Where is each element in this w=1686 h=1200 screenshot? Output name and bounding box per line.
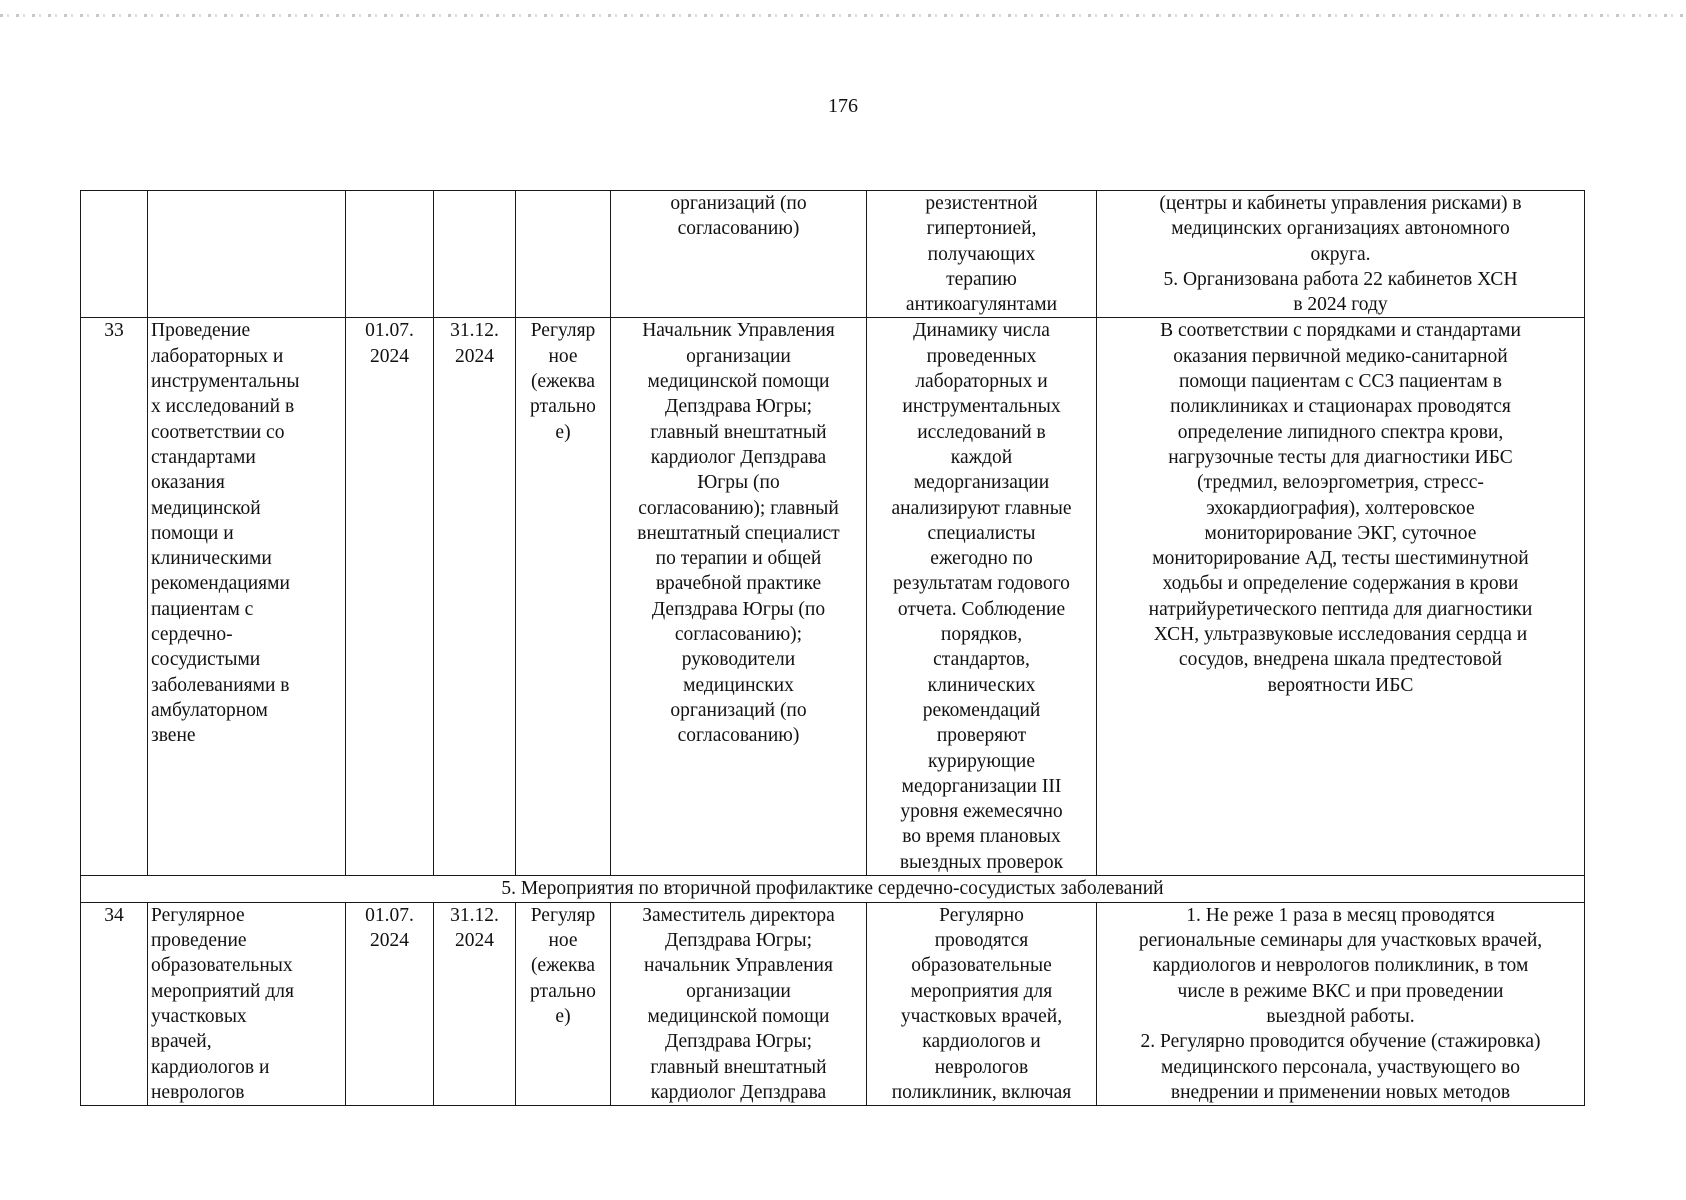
cell-executors	[611, 318, 867, 876]
frequency-text: Регуляр ное (ежеква ртально е)	[530, 320, 596, 443]
cell-frequency	[516, 318, 611, 876]
measure-name: Регулярное проведение образовательных мероприятий для участковых врачей, кардиологов и неврологов	[151, 904, 294, 1103]
indicator-text: Динамику числа проведенных лабораторных и инструментальных исследований в каждой медорганизации анализируют главные специалисты ежегодно по результатам годового отчета. Соблюдение порядков, стандартов, клинических рекомендаций проверяют курирующие медорганизации III уровня ежемесячно во время плановых выездных проверок	[891, 320, 1072, 873]
section-heading-row	[81, 876, 1585, 902]
cell-frequency	[516, 191, 611, 318]
cell-end	[434, 191, 516, 318]
result-text: 1. Не реже 1 раза в месяц проводятся региональные семинары для участковых врачей, кардиологов и неврологов поликлиник, в том числе в режиме ВКС и при проведении выездной работы. 2. Регулярно проводится обучение (стажировка) медицинского персонала, участвующего во внедрении и применении новых методов	[1138, 904, 1543, 1103]
section-heading: 5. Мероприятия по вторичной профилактике сердечно-сосудистых заболеваний	[81, 876, 1585, 902]
row-number: 34	[104, 904, 124, 926]
measure-name: Проведение лабораторных и инструментальны х исследований в соответствии со стандартами оказания медицинской помощи и клиническими рекомендациями пациентам с сердечно- сосудистыми заболеваниями в амбулаторном звене	[151, 320, 300, 747]
table-row-34	[81, 902, 1585, 1105]
cell-result	[1097, 318, 1585, 876]
cell-name	[148, 902, 346, 1105]
cell-start	[346, 902, 434, 1105]
cell-result	[1097, 902, 1585, 1105]
cell-executors	[611, 191, 867, 318]
cell-number	[81, 318, 148, 876]
cell-end	[434, 902, 516, 1105]
cell-indicator	[867, 318, 1097, 876]
cell-name	[148, 191, 346, 318]
cell-indicator	[867, 191, 1097, 318]
cell-number	[81, 191, 148, 318]
result-text: (центры и кабинеты управления рисками) в медицинских организациях автономного округа. 5. Организована работа 22 кабинетов ХСН в 2024 году	[1159, 193, 1522, 316]
cell-end	[434, 318, 516, 876]
result-text: В соответствии с порядками и стандартами оказания первичной медико-санитарной помощи пациентам с ССЗ пациентам в поликлиниках и стационарах проводятся определение липидного спектра крови, нагрузочные тесты для диагностики ИБС (тредмил, велоэргометрия, стресс- эхокардиография), холтеровское мониторирование ЭКГ, суточное мониторирование АД, тесты шестиминутной ходьбы и определение содержания в крови натрийуретического пептида для диагностики ХСН, ультразвуковые исследования сердца и сосудов, внедрена шкала предтестовой вероятности ИБС	[1148, 320, 1533, 696]
table-row-33	[81, 318, 1585, 876]
continuation-row	[81, 191, 1585, 318]
indicator-text: Регулярно проводятся образовательные мероприятия для участковых врачей, кардиологов и неврологов поликлиник, включая	[891, 904, 1072, 1103]
measures-table	[80, 190, 1585, 1106]
scan-edge-artifact	[0, 14, 1686, 17]
cell-name	[148, 318, 346, 876]
executors-text: организаций (по согласованию)	[670, 193, 807, 240]
frequency-text: Регуляр ное (ежеква ртально е)	[530, 904, 596, 1027]
row-number: 33	[104, 320, 124, 342]
cell-executors	[611, 902, 867, 1105]
end-date: 31.12. 2024	[450, 320, 499, 367]
cell-start	[346, 318, 434, 876]
executors-text: Начальник Управления организации медицинской помощи Депздрава Югры; главный внештатный кардиолог Депздрава Югры (по согласованию); главный внештатный специалист по терапии и общей врачебной практике Депздрава Югры (по согласованию); руководители медицинских организаций (по согласованию)	[637, 320, 840, 747]
cell-frequency	[516, 902, 611, 1105]
cell-number	[81, 902, 148, 1105]
cell-result	[1097, 191, 1585, 318]
start-date: 01.07. 2024	[365, 904, 414, 952]
cell-indicator	[867, 902, 1097, 1105]
start-date: 01.07. 2024	[365, 320, 414, 367]
page-number: 176	[828, 95, 858, 117]
cell-start	[346, 191, 434, 318]
executors-text: Заместитель директора Депздрава Югры; начальник Управления организации медицинской помощи Депздрава Югры; главный внештатный кардиолог Депздрава	[642, 904, 835, 1103]
indicator-text: резистентной гипертонией, получающих терапию антикоагулянтами	[905, 193, 1058, 316]
end-date: 31.12. 2024	[450, 904, 499, 952]
